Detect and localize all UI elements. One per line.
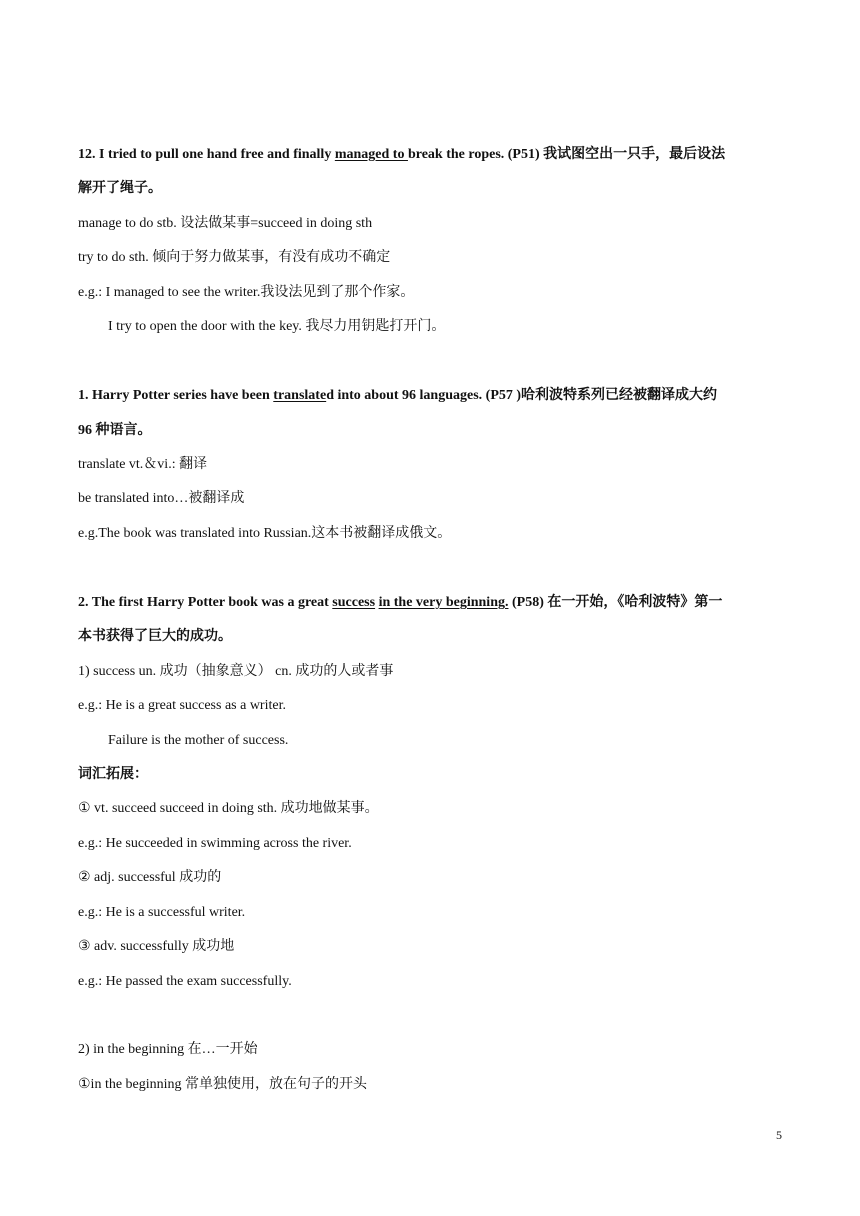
sentence-12-heading: [78, 145, 725, 165]
example-line: Failure is the mother of success.: [108, 733, 289, 748]
heading-text: (P58) 在一开始，《哈利波特》第一: [508, 595, 723, 610]
note-line: manage to do stb. 设法做某事=succeed in doing sth: [78, 216, 373, 231]
example-line: e.g.: He is a great success as a writer.: [78, 698, 286, 713]
page-number: 5: [776, 1128, 782, 1142]
example-line: I try to open the door with the key. 我尽力用钥匙打开门。: [108, 319, 446, 334]
note-line: ③ adv. successfully 成功地: [78, 939, 235, 954]
example-line: e.g.: He passed the exam successfully.: [78, 974, 292, 989]
underlined-phrase: translate: [273, 388, 327, 403]
note-line: ② adj. successful 成功的: [78, 870, 222, 885]
example-line: e.g.The book was translated into Russian.这本书被翻译成俄文。: [78, 526, 452, 541]
heading-text: 2. The first Harry Potter book was a great: [78, 595, 333, 610]
note-line: be translated into…被翻译成: [78, 491, 245, 506]
underlined-phrase: in the very beginning.: [378, 595, 509, 610]
heading-text: break the ropes. (P51) 我试图空出一只手，最后设法: [407, 147, 726, 162]
example-line: e.g.: I managed to see the writer.我设法见到了那个作家。: [78, 285, 415, 300]
sentence-1-heading: [78, 386, 717, 406]
sentence-2-heading-cont: 本书获得了巨大的成功。: [78, 629, 232, 644]
example-line: e.g.: He is a successful writer.: [78, 905, 246, 920]
note-line: try to do sth. 倾向于努力做某事，有没有成功不确定: [78, 250, 391, 265]
vocab-expansion-label: 词汇拓展：: [78, 767, 148, 782]
example-line: e.g.: He succeeded in swimming across the river.: [78, 836, 352, 851]
underlined-word: success: [332, 595, 376, 610]
sentence-12-heading-cont: 解开了绳子。: [78, 181, 162, 196]
heading-text: 1. Harry Potter series have been: [78, 388, 274, 403]
underlined-phrase: managed to: [334, 147, 408, 162]
note-line: 2) in the beginning 在…一开始: [78, 1042, 258, 1057]
note-line: ①in the beginning 常单独使用，放在句子的开头: [78, 1077, 368, 1092]
note-line: 1) success un. 成功（抽象意义） cn. 成功的人或者事: [78, 664, 394, 679]
sentence-2-heading: [78, 593, 722, 613]
heading-text: d into about 96 languages. (P57 )哈利波特系列已经被翻译成大约: [326, 388, 718, 403]
note-line: ① vt. succeed succeed in doing sth. 成功地做某事。: [78, 801, 379, 816]
heading-text: 12. I tried to pull one hand free and finally: [78, 147, 335, 162]
sentence-1-heading-cont: 96 种语言。: [78, 423, 152, 438]
note-line: translate vt.＆vi.: 翻译: [78, 457, 208, 472]
